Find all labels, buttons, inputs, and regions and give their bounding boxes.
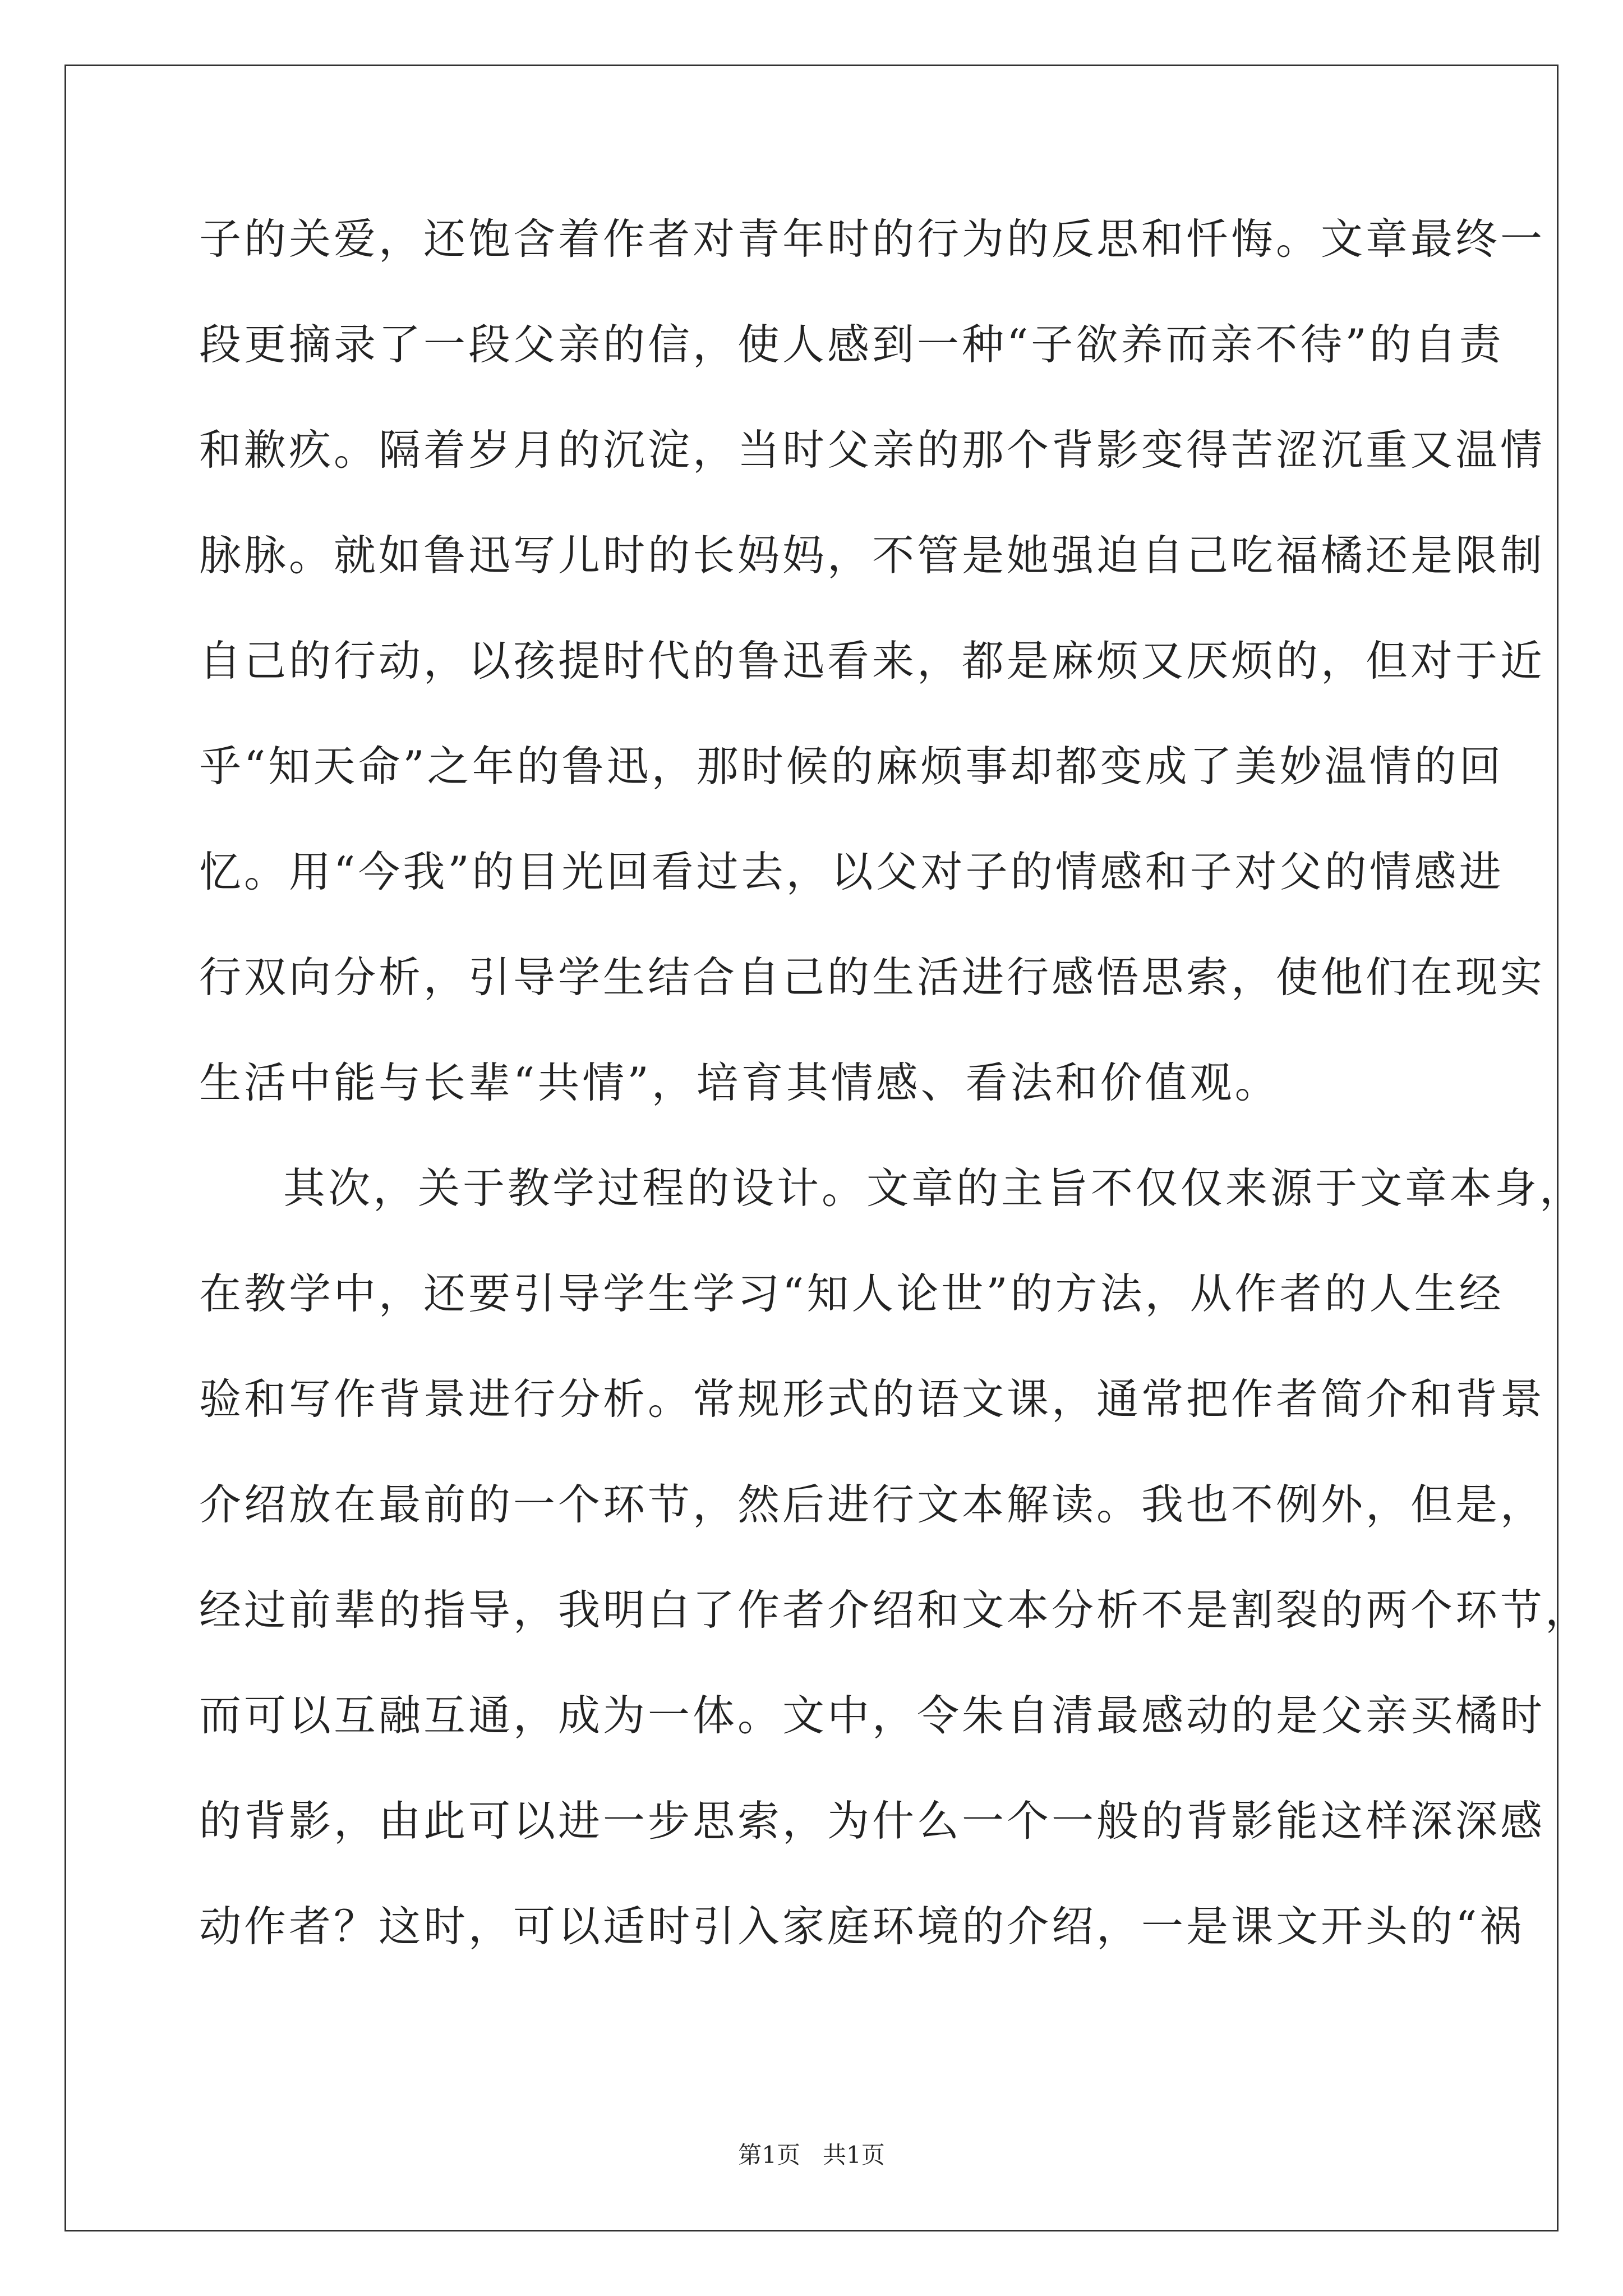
text-line: 段更摘录了一段父亲的信，使人感到一种“子欲养而亲不待”的自责 <box>199 320 1504 369</box>
text-line: 验和写作背景进行分析。常规形式的语文课，通常把作者简介和背景 <box>199 1374 1546 1424</box>
paragraph-start-line: 其次，关于教学过程的设计。文章的主旨不仅仅来源于文章本身， <box>283 1163 1585 1213</box>
text-line: 在教学中，还要引导学生学习“知人论世”的方法，从作者的人生经 <box>199 1269 1504 1318</box>
text-line: 动作者？这时，可以适时引入家庭环境的介绍，一是课文开头的“祸 <box>199 1902 1525 1951</box>
text-line: 行双向分析，引导学生结合自己的生活进行感悟思索，使他们在现实 <box>199 953 1546 1002</box>
text-line: 经过前辈的指导，我明白了作者介绍和文本分析不是割裂的两个环节， <box>199 1585 1590 1635</box>
text-line: 自己的行动，以孩提时代的鲁迅看来，都是麻烦又厌烦的，但对于近 <box>199 636 1546 685</box>
text-line: 子的关爱，还饱含着作者对青年时的行为的反思和忏悔。文章最终一 <box>199 214 1546 264</box>
text-line: 而可以互融互通，成为一体。文中，令朱自清最感动的是父亲买橘时 <box>199 1691 1546 1740</box>
document-body <box>199 186 1590 1979</box>
text-line: 忆。用“今我”的目光回看过去，以父对子的情感和子对父的情感进 <box>199 847 1504 896</box>
text-line: 和歉疚。隔着岁月的沉淀，当时父亲的那个背影变得苦涩沉重又温情 <box>199 425 1546 475</box>
page-footer: 第1页 共1页 <box>738 2141 885 2169</box>
text-line: 生活中能与长辈“共情”，培育其情感、看法和价值观。 <box>199 1058 1280 1107</box>
text-line: 脉脉。就如鲁迅写儿时的长妈妈，不管是她强迫自己吃福橘还是限制 <box>199 531 1546 580</box>
text-line: 的背影，由此可以进一步思索，为什么一个一般的背影能这样深深感 <box>199 1796 1546 1846</box>
text-line: 乎“知天命”之年的鲁迅，那时候的麻烦事却都变成了美妙温情的回 <box>199 742 1504 791</box>
text-line: 介绍放在最前的一个环节，然后进行文本解读。我也不例外，但是， <box>199 1480 1546 1529</box>
